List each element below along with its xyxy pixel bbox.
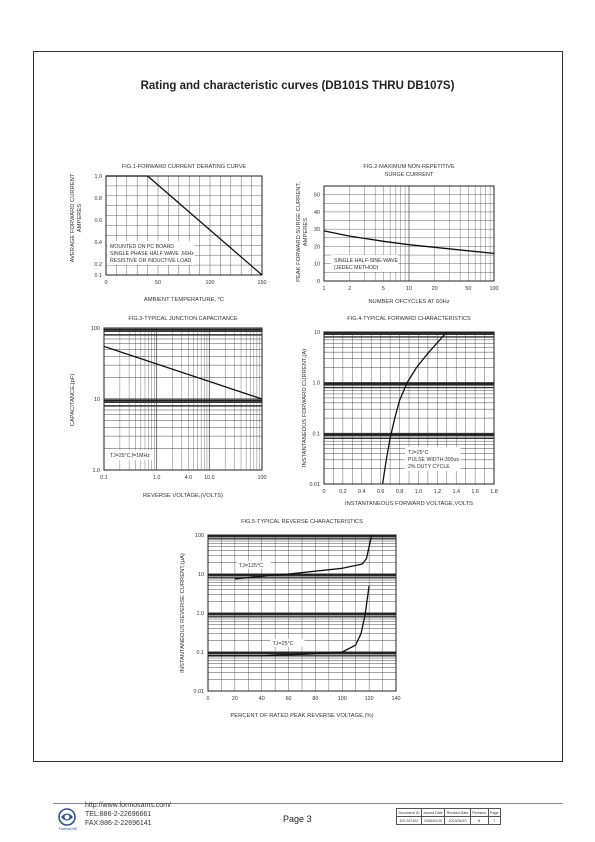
x-tick-label: 0.1 — [100, 475, 108, 481]
doc-value-cell: B — [470, 817, 488, 825]
x-tick-label: 0.8 — [395, 489, 404, 495]
y-tick-label: 50 — [314, 192, 320, 199]
x-tick-label: 10.0 — [204, 475, 215, 481]
y-tick-label: 1.0 — [196, 611, 204, 617]
fig1-chart — [60, 158, 290, 308]
annotation-text: SINGLE HALF-SINE-WAVE — [334, 258, 398, 264]
page-number: Page 3 — [283, 814, 312, 824]
x-tick-label: 0 — [206, 696, 210, 702]
chart-title: FIG.5-TYPICAL REVERSE CHARACTERISTICS — [241, 519, 363, 525]
y-tick-label: 10 — [314, 261, 320, 268]
x-tick-label: 1.4 — [452, 489, 460, 495]
y-axis-label: CAPACITANCE,(pF) — [70, 373, 76, 427]
x-tick-label: 150 — [257, 280, 267, 286]
y-tick-label: 1.0 — [312, 380, 320, 387]
x-tick-label: 1.8 — [490, 489, 498, 495]
doc-header-cell: Revised Date — [446, 810, 469, 815]
y-tick-label: 0.2 — [94, 262, 102, 268]
fig5-chart — [170, 515, 420, 725]
annotation-text: PULSE WIDTH:300us — [408, 457, 460, 463]
y-tick-label: 0.1 — [94, 273, 102, 279]
x-tick-label: 0.4 — [358, 489, 366, 495]
series-label: TJ=125°C — [238, 562, 264, 569]
doc-value-cell: 7 — [488, 817, 500, 825]
page-title: Rating and characteristic curves (DB101S THRU DB107S) — [140, 80, 455, 92]
series-label: TJ=25°C — [272, 640, 294, 647]
y-axis-label: AMPERES — [303, 217, 309, 247]
y-axis-label: INSTANTANEOUS FORWARD CURRENT,(A) — [302, 348, 308, 468]
x-tick-label: 140 — [391, 696, 401, 702]
x-axis-label: INSTANTANEOUS FORWARD VOLTAGE,VOLTS — [345, 501, 473, 507]
x-tick-label: 50 — [465, 286, 472, 292]
document-info-table — [396, 808, 501, 825]
x-tick-label: 1 — [322, 286, 326, 292]
doc-header-cell: Issued Date — [423, 810, 443, 815]
annotation-text: SINGLE PHASE HALF WAVE ,60Hz — [110, 251, 194, 257]
x-tick-label: 0.6 — [376, 489, 385, 495]
y-tick-label: 40 — [314, 209, 320, 216]
y-tick-label: 0.4 — [94, 240, 102, 246]
annotation-text: 2% DUTY CYCLE — [408, 464, 450, 470]
y-axis-label: INSTANTANEOUS REVERSE CURRENT,(μA) — [180, 553, 186, 673]
y-tick-label: 10 — [198, 572, 204, 578]
x-tick-label: 1.6 — [471, 489, 479, 495]
footer-fax: FAX:886-2-22696141 — [85, 820, 152, 827]
x-axis-label: NUMBER OFCYCLES AT 60Hz — [368, 299, 450, 305]
footer-tel: TEL:886-2-22696661 — [85, 811, 152, 818]
x-tick-label: 5 — [381, 286, 385, 292]
x-tick-label: 50 — [155, 280, 161, 286]
series-line — [104, 346, 262, 399]
y-tick-label: 1.0 — [94, 174, 102, 180]
x-tick-label: 4.0 — [184, 475, 193, 481]
x-tick-label: 1.2 — [433, 489, 442, 495]
doc-header-cell: Page — [490, 810, 499, 815]
doc-table-value-row — [397, 817, 501, 825]
annotation-text: MOUNTED ON PC BOARD — [110, 244, 174, 250]
y-tick-label: 0.1 — [196, 650, 204, 656]
fig4-chart — [292, 312, 512, 512]
doc-header-cell: Document ID — [398, 810, 420, 815]
x-axis-label: REVERSE VOLTAGE,(VOLTS) — [143, 493, 223, 499]
doc-header-cell: Revision — [472, 810, 487, 815]
x-tick-label: 100 — [257, 475, 267, 481]
y-tick-label: 10 — [314, 330, 320, 336]
x-tick-label: 100 — [205, 280, 215, 286]
x-tick-label: 120 — [364, 696, 374, 702]
chart-title: FIG.4-TYPICAL FORWARD CHARACTERISTICS — [347, 316, 471, 322]
y-axis-label: PEAK FORWARD SURGE CURRENT, — [296, 182, 302, 282]
x-axis-label: AMBIENT TEMPERATURE, °C — [143, 297, 225, 303]
y-axis-label: AVERAGE FORWARD CURRENT — [70, 173, 76, 263]
x-tick-label: 20 — [431, 286, 438, 292]
y-tick-label: 0.01 — [193, 689, 204, 695]
y-tick-label: 10 — [94, 397, 100, 403]
chart-title: FIG.2-MAXIMUM NON-REPETITIVE — [363, 164, 455, 170]
y-tick-label: 0.6 — [94, 218, 102, 224]
x-axis-label: PERCENT OF RATED PEAK REVERSE VOLTAGE,(%) — [230, 713, 374, 719]
chart-title: FIG.3-TYPICAL JUNCTION CAPACITANCE — [128, 316, 238, 322]
x-tick-label: 80 — [312, 696, 319, 702]
x-tick-label: 2 — [348, 286, 352, 292]
y-tick-label: 0.01 — [309, 482, 320, 488]
x-tick-label: 1.0 — [152, 475, 161, 481]
y-tick-label: 0.8 — [94, 196, 102, 202]
y-tick-label: 1.0 — [92, 468, 100, 474]
footer-url[interactable]: http://www.formosams.com/ — [85, 802, 171, 809]
fig2-chart — [292, 158, 512, 308]
x-tick-label: 100 — [489, 286, 499, 292]
x-tick-label: 0.2 — [339, 489, 347, 495]
x-tick-label: 40 — [258, 696, 265, 702]
x-tick-label: 0 — [322, 489, 326, 495]
doc-value-cell: DS-247102 — [397, 817, 422, 825]
x-tick-label: 1.0 — [414, 489, 423, 495]
x-tick-label: 100 — [337, 696, 347, 702]
x-tick-label: 0 — [104, 280, 108, 286]
doc-value-cell: 2006/02/10 — [421, 817, 444, 825]
annotation-text: TJ=25°C — [408, 450, 429, 456]
annotation-text: TJ=25°C,f=1MHz — [110, 453, 150, 459]
y-tick-label: 100 — [91, 326, 100, 332]
x-tick-label: 60 — [285, 696, 292, 702]
annotation-text: (JEDEC METHOD) — [334, 265, 379, 271]
x-tick-label: 10 — [406, 286, 412, 292]
y-tick-label: 0.1 — [312, 431, 320, 438]
y-tick-label: 0 — [317, 279, 320, 285]
y-tick-label: 20 — [314, 244, 320, 251]
doc-value-cell: 2013/06/10 — [445, 817, 471, 825]
logo-text: Formosa MS — [58, 827, 78, 831]
chart-title: SURGE CURRENT — [384, 172, 434, 178]
doc-table-header-row — [397, 809, 501, 817]
chart-title: FIG.1-FORWARD CURRENT DERATING CURVE — [121, 164, 247, 170]
y-axis-label: AMPERES — [77, 203, 83, 233]
fig3-chart — [60, 312, 290, 502]
x-tick-label: 20 — [231, 696, 238, 702]
footer-contact — [85, 801, 171, 828]
annotation-text: RESISTIVE OR INDUCTIVE LOAD — [110, 258, 192, 264]
y-tick-label: 100 — [195, 533, 204, 539]
series-line — [235, 535, 372, 579]
y-tick-label: 30 — [314, 227, 320, 234]
